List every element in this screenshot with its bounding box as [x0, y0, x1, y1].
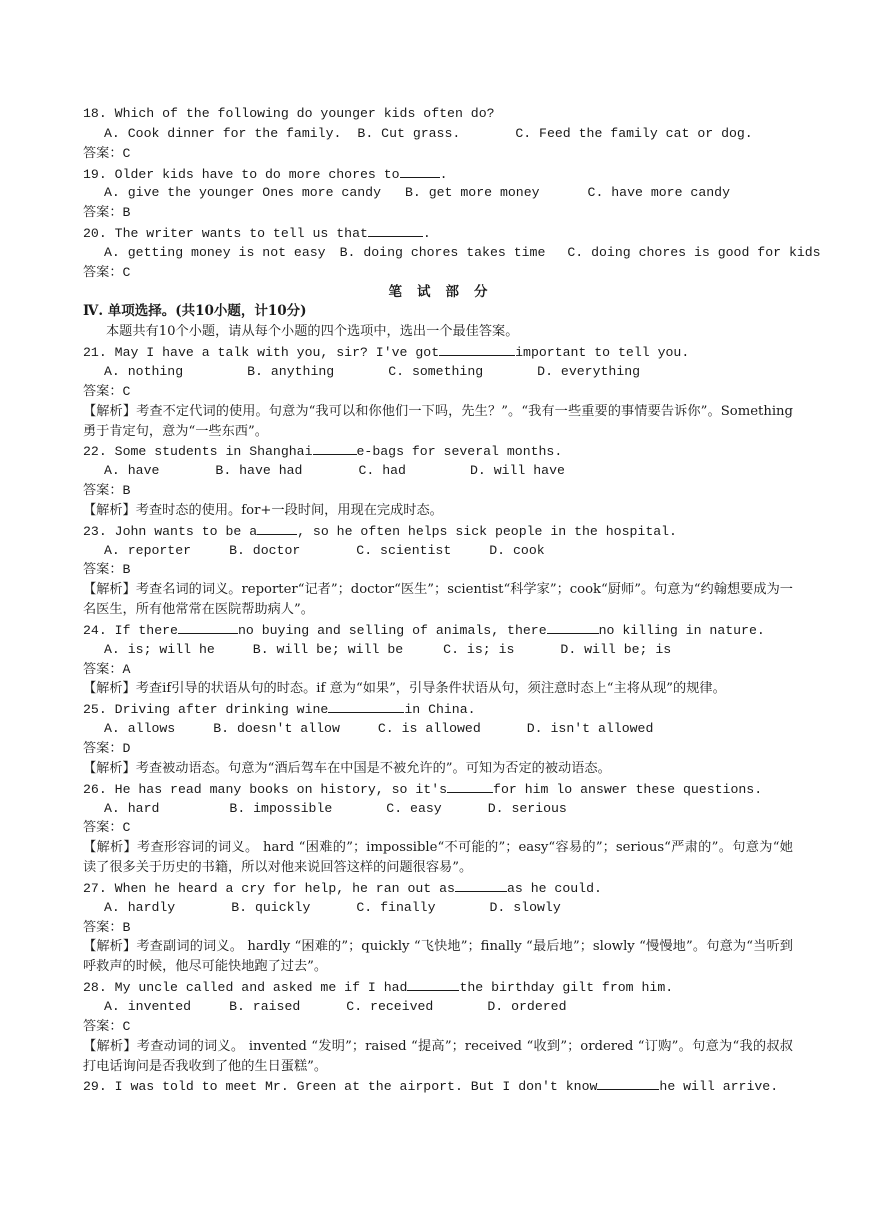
question-23-options	[83, 541, 793, 561]
option-b: B. will be; will be	[252, 641, 404, 657]
question-18-options	[83, 124, 793, 144]
answer-blank	[547, 620, 599, 634]
question-26-stem: 26. He has read many books on history, so it's for him lo answer these questions.	[83, 779, 793, 799]
answer: 答案：C	[83, 145, 131, 161]
option-a: A. getting money is not easy	[104, 244, 326, 260]
analysis: 【解析】考查被动语态。句意为“酒后驾车在中国是不被允许的”。可知为否定的被动语态。	[83, 760, 611, 776]
option-c: C. Feed the family cat or dog.	[515, 125, 753, 141]
answer: 答案：C	[83, 383, 131, 399]
answer-blank	[447, 779, 493, 793]
option-c: C. have more candy	[587, 185, 730, 201]
answer-blank	[313, 441, 357, 455]
option-a: A. give the younger Ones more candy	[104, 185, 381, 201]
option-c: C. easy	[386, 800, 442, 816]
option-c: C. had	[358, 463, 406, 479]
analysis: 【解析】考查名词的词义。reporter“记者”；doctor“医生”；scientist“科学家”；cook“厨师”。句意为“约翰想要成为一名医生，所有他常常在医院帮助病人”。	[83, 582, 793, 618]
question-24-stem: 24. If there no buying and selling of animals, there no killing in nature.	[83, 620, 793, 640]
option-b: B. raised	[229, 998, 301, 1014]
answer: 答案：C	[83, 264, 131, 280]
answer: 答案：C	[83, 820, 131, 836]
exam-page	[83, 104, 821, 1096]
option-d: D. will have	[469, 463, 565, 479]
question-29-stem: 29. I was told to meet Mr. Green at the airport. But I don't know he will arrive.	[83, 1076, 793, 1096]
option-b: B. quickly	[231, 899, 311, 915]
option-c: C. finally	[356, 899, 436, 915]
answer: 答案：D	[83, 741, 131, 756]
option-b: B. doing chores takes time	[339, 244, 546, 260]
analysis: 【解析】考查副词的词义。 hardly “困难的”；quickly “飞快地”；finally “最后地”；slowly “慢慢地”。句意为“当听到呼救声的时候，他尽可能快地跑了过去”。	[83, 939, 793, 975]
question-20-options	[83, 243, 821, 263]
section-heading: Ⅳ. 单项选择。(共10小题，计10分)	[83, 303, 307, 320]
option-a: A. Cook dinner for the family.	[104, 125, 342, 141]
answer: 答案：A	[83, 661, 131, 677]
answer-blank	[368, 223, 423, 237]
question-19-stem: 19. Older kids have to do more chores to .	[83, 164, 793, 184]
option-b: B. impossible	[229, 800, 333, 816]
analysis: 【解析】考查if引导的状语从句的时态。if 意为“如果”，引导条件状语从句，须注意时态上“主将从现”的规律。	[83, 681, 726, 697]
question-27-options	[83, 898, 793, 918]
answer-blank	[257, 521, 297, 535]
option-c: C. received	[346, 998, 434, 1014]
answer-blank	[178, 620, 238, 634]
question-28-stem: 28. My uncle called and asked me if I had the birthday gilt from him.	[83, 977, 793, 997]
option-a: A. hardly	[104, 899, 176, 915]
question-19-options	[83, 183, 793, 203]
option-b: B. doesn't allow	[213, 721, 340, 737]
question-25-stem: 25. Driving after drinking wine in China.	[83, 699, 793, 719]
option-b: B. doctor	[229, 542, 301, 558]
answer-blank	[439, 342, 515, 356]
section-instruction: 本题共有10个小题，请从每个小题的四个选项中，选出一个最佳答案。	[106, 324, 519, 340]
answer-blank	[328, 699, 404, 713]
option-d: D. cook	[489, 542, 545, 558]
question-24-options	[83, 640, 793, 660]
section-title: 笔试部分	[388, 283, 503, 300]
option-d: D. will be; is	[560, 641, 672, 657]
option-a: A. is; will he	[104, 641, 215, 657]
question-25-options	[83, 719, 793, 739]
option-c: C. is; is	[443, 641, 515, 657]
option-d: D. slowly	[489, 899, 561, 915]
option-a: A. have	[104, 463, 160, 479]
question-22-options	[83, 461, 793, 481]
option-b: B. get more money	[404, 185, 540, 201]
option-a: A. nothing	[104, 363, 184, 379]
question-23-stem: 23. John wants to be a , so he often helps sick people in the hospital.	[83, 521, 793, 541]
answer-blank	[597, 1076, 659, 1090]
option-a: A. reporter	[104, 542, 192, 558]
question-26-options	[83, 799, 793, 819]
answer: 答案：B	[83, 919, 131, 935]
option-a: A. invented	[104, 998, 192, 1014]
answer: 答案：B	[83, 562, 131, 578]
analysis: 【解析】考查不定代词的使用。句意为“我可以和你他们一下吗，先生？”。“我有一些重要的事情要告诉你”。Something勇于肯定句，意为“一些东西”。	[83, 403, 793, 439]
question-21-options	[83, 362, 793, 382]
option-a: A. allows	[104, 721, 176, 737]
analysis: 【解析】考查时态的使用。for+一段时间，用现在完成时态。	[83, 502, 443, 518]
option-b: B. have had	[215, 463, 303, 479]
option-c: C. something	[388, 363, 484, 379]
question-18-stem: 18. Which of the following do younger kids often do?	[83, 106, 495, 121]
question-21-stem: 21. May I have a talk with you, sir? I've got important to tell you.	[83, 342, 793, 362]
analysis: 【解析】考查动词的词义。 invented “发明”；raised “提高”；received “收到”；ordered “订购”。句意为“我的叔叔打电话询问是否我收到了他的生日蛋糕”。	[83, 1038, 793, 1074]
option-d: D. ordered	[487, 998, 567, 1014]
question-22-stem: 22. Some students in Shanghai e-bags for several months.	[83, 441, 793, 461]
question-28-options	[83, 997, 793, 1017]
option-c: C. doing chores is good for kids	[567, 244, 821, 260]
question-20-stem: 20. The writer wants to tell us that .	[83, 223, 793, 243]
answer: 答案：B	[83, 483, 131, 499]
answer: 答案：C	[83, 1018, 131, 1034]
option-a: A. hard	[104, 800, 160, 816]
option-c: C. scientist	[356, 542, 452, 558]
analysis: 【解析】考查形容词的词义。 hard “困难的”；impossible“不可能的”；easy“容易的”；serious“严肃的”。句意为“她读了很多关于历史的书籍，所以对他来说回答这样的问题很容易”。	[83, 840, 793, 876]
answer-blank	[455, 878, 507, 892]
answer-blank	[407, 977, 459, 991]
option-d: D. everything	[537, 363, 641, 379]
option-d: D. serious	[487, 800, 567, 816]
option-d: D. isn't allowed	[526, 721, 654, 737]
option-b: B. Cut grass.	[357, 125, 461, 141]
answer: 答案：B	[83, 205, 131, 221]
answer-blank	[400, 164, 440, 178]
question-27-stem: 27. When he heard a cry for help, he ran out as as he could.	[83, 878, 793, 898]
option-c: C. is allowed	[377, 721, 481, 737]
option-b: B. anything	[247, 363, 335, 379]
